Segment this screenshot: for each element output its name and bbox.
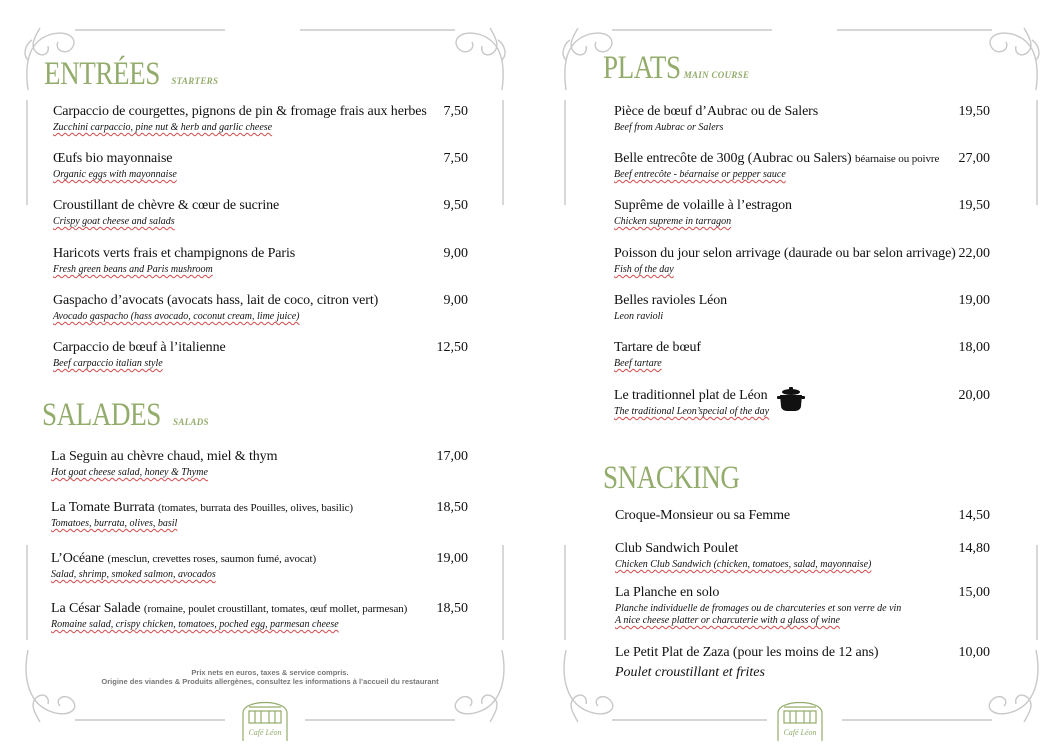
item-name	[51, 601, 407, 617]
section-heading: SALADES	[42, 397, 161, 433]
item-name-main: Belle entrecôte de 300g (Aubrac ou Salers)	[614, 151, 852, 166]
item-name: La Seguin au chèvre chaud, miel & thym	[51, 449, 278, 464]
item-detail: (tomates, burrata des Pouilles, olives, basilic)	[157, 502, 353, 514]
item-price: 7,50	[443, 151, 468, 166]
logo-text: Café Léon	[248, 728, 282, 737]
item-name: Le traditionnel plat de Léon	[614, 388, 768, 403]
item-price: 22,00	[958, 246, 990, 261]
menu-item	[614, 246, 956, 275]
section-title-snacking	[603, 460, 770, 497]
item-english: Organic eggs with mayonnaise	[53, 169, 177, 180]
item-name: Suprême de volaille à l’estragon	[614, 198, 792, 213]
item-price: 9,50	[443, 198, 468, 213]
menu-item	[51, 500, 353, 529]
item-detail: (mesclun, crevettes roses, saumon fumé, avocat)	[107, 553, 317, 565]
item-french-detail: Poulet croustillant et frites	[615, 665, 765, 680]
item-english: Chicken supreme in tarragon	[614, 216, 732, 227]
item-english: The traditional Leon’special of the day	[614, 406, 770, 417]
section-subheading: SALADS	[173, 417, 209, 427]
section-heading: SNACKING	[603, 460, 740, 496]
item-name: Croustillant de chèvre & cœur de sucrine	[53, 198, 280, 213]
menu-item	[614, 198, 792, 227]
item-english: Leon ravioli	[614, 311, 664, 322]
item-price: 14,50	[958, 508, 990, 523]
menu-item	[53, 246, 295, 275]
item-name: Belles ravioles Léon	[614, 293, 728, 308]
footer-line-2: Origine des viandes & Produits allergènes, consultez les informations à l’accueil du restaurant	[101, 677, 439, 686]
menu-item	[53, 104, 427, 133]
menu-page-right	[532, 0, 1064, 753]
item-english: Salad, shrimp, smoked salmon, avocados	[51, 569, 216, 580]
section-heading: PLATS	[603, 50, 681, 86]
item-price: 9,00	[443, 293, 468, 308]
item-name-main: La Tomate Burrata	[51, 500, 155, 515]
menu-item	[53, 198, 279, 227]
item-name	[51, 500, 353, 516]
menu-item	[614, 104, 818, 133]
item-english: Beef entrecôte - béarnaise or pepper sauce	[614, 169, 786, 180]
item-price: 9,00	[443, 246, 468, 261]
item-price: 14,80	[958, 541, 990, 556]
item-english: Zucchini carpaccio, pine nut & herb and garlic cheese	[53, 122, 273, 133]
menu-item	[53, 340, 226, 369]
menu-item	[615, 645, 878, 681]
item-english: Beef carpaccio italian style	[53, 358, 163, 369]
cooking-pot-icon	[776, 386, 806, 412]
item-price: 27,00	[958, 151, 990, 166]
menu-item	[614, 388, 769, 417]
item-english: Crispy goat cheese and salads	[53, 216, 175, 227]
item-name: Croque-Monsieur ou sa Femme	[615, 508, 790, 523]
item-english: A nice cheese platter or charcuterie with a glass of wine	[615, 615, 840, 626]
menu-item	[53, 151, 177, 180]
item-name: Pièce de bœuf d’Aubrac ou de Salers	[614, 104, 819, 119]
item-price: 17,00	[436, 449, 468, 464]
item-name: Poisson du jour selon arrivage (daurade ou bar selon arrivage)	[614, 246, 956, 261]
menu-item	[614, 151, 939, 180]
item-price: 10,00	[958, 645, 990, 660]
item-name-main: L’Océane	[51, 551, 105, 566]
item-price: 18,00	[958, 340, 990, 355]
footer-line-1: Prix nets en euros, taxes & service compris.	[191, 668, 349, 677]
item-price: 12,50	[436, 340, 468, 355]
item-name: Gaspacho d’avocats (avocats hass, lait de coco, citron vert)	[53, 293, 379, 308]
menu-item	[615, 585, 901, 626]
item-english: Beef from Aubrac or Salers	[614, 122, 724, 133]
item-name: Club Sandwich Poulet	[615, 541, 739, 556]
item-name-main: La César Salade	[51, 601, 141, 616]
item-price: 18,50	[436, 601, 468, 616]
menu-item	[615, 541, 871, 570]
menu-item	[615, 508, 790, 524]
item-price: 18,50	[436, 500, 468, 515]
item-price: 19,00	[436, 551, 468, 566]
item-english: Tomatoes, burrata, olives, basil	[51, 518, 178, 529]
footer-note	[70, 668, 470, 686]
menu-item	[51, 449, 277, 478]
item-price: 19,50	[958, 104, 990, 119]
item-name: Carpaccio de bœuf à l’italienne	[53, 340, 226, 355]
item-price: 20,00	[958, 388, 990, 403]
section-title-entrees	[44, 56, 218, 93]
menu-item	[614, 293, 727, 322]
section-subheading: MAIN COURSE	[683, 70, 750, 80]
item-detail: (romaine, poulet croustillant, tomates, œuf mollet, parmesan)	[143, 603, 408, 615]
item-english: Fish of the day	[614, 264, 674, 275]
item-name	[51, 551, 316, 567]
menu-item	[51, 551, 316, 580]
section-subheading: STARTERS	[171, 76, 219, 86]
item-english: Avocado gaspacho (hass avocado, coconut cream, lime juice)	[53, 311, 300, 322]
item-detail: béarnaise ou poivre	[855, 153, 940, 165]
item-name	[614, 151, 939, 167]
item-english: Fresh green beans and Paris mushroom	[53, 264, 213, 275]
item-price: 7,50	[443, 104, 468, 119]
section-title-salades	[42, 397, 209, 434]
section-title-plats	[603, 50, 749, 87]
logo-text: Café Léon	[783, 728, 817, 737]
section-heading: ENTRÉES	[44, 56, 160, 92]
item-french-detail: Planche individuelle de fromages ou de charcuteries et son verre de vin	[615, 603, 902, 614]
menu-item	[53, 293, 378, 322]
item-english: Chicken Club Sandwich (chicken, tomatoes, salad, mayonnaise)	[615, 559, 872, 570]
item-name: Le Petit Plat de Zaza (pour les moins de 12 ans)	[615, 645, 879, 660]
menu-item	[614, 340, 701, 369]
item-price: 15,00	[958, 585, 990, 600]
item-name: Œufs bio mayonnaise	[53, 151, 173, 166]
item-english: Romaine salad, crispy chicken, tomatoes, poched egg, parmesan cheese	[51, 619, 339, 630]
item-name: Carpaccio de courgettes, pignons de pin & fromage frais aux herbes	[53, 104, 427, 119]
item-name: Tartare de bœuf	[614, 340, 701, 355]
item-name: Haricots verts frais et champignons de Paris	[53, 246, 296, 261]
item-name: La Planche en solo	[615, 585, 720, 600]
item-english: Beef tartare	[614, 358, 662, 369]
item-price: 19,50	[958, 198, 990, 213]
item-english: Hot goat cheese salad, honey & Thyme	[51, 467, 208, 478]
menu-item	[51, 601, 407, 630]
item-price: 19,00	[958, 293, 990, 308]
